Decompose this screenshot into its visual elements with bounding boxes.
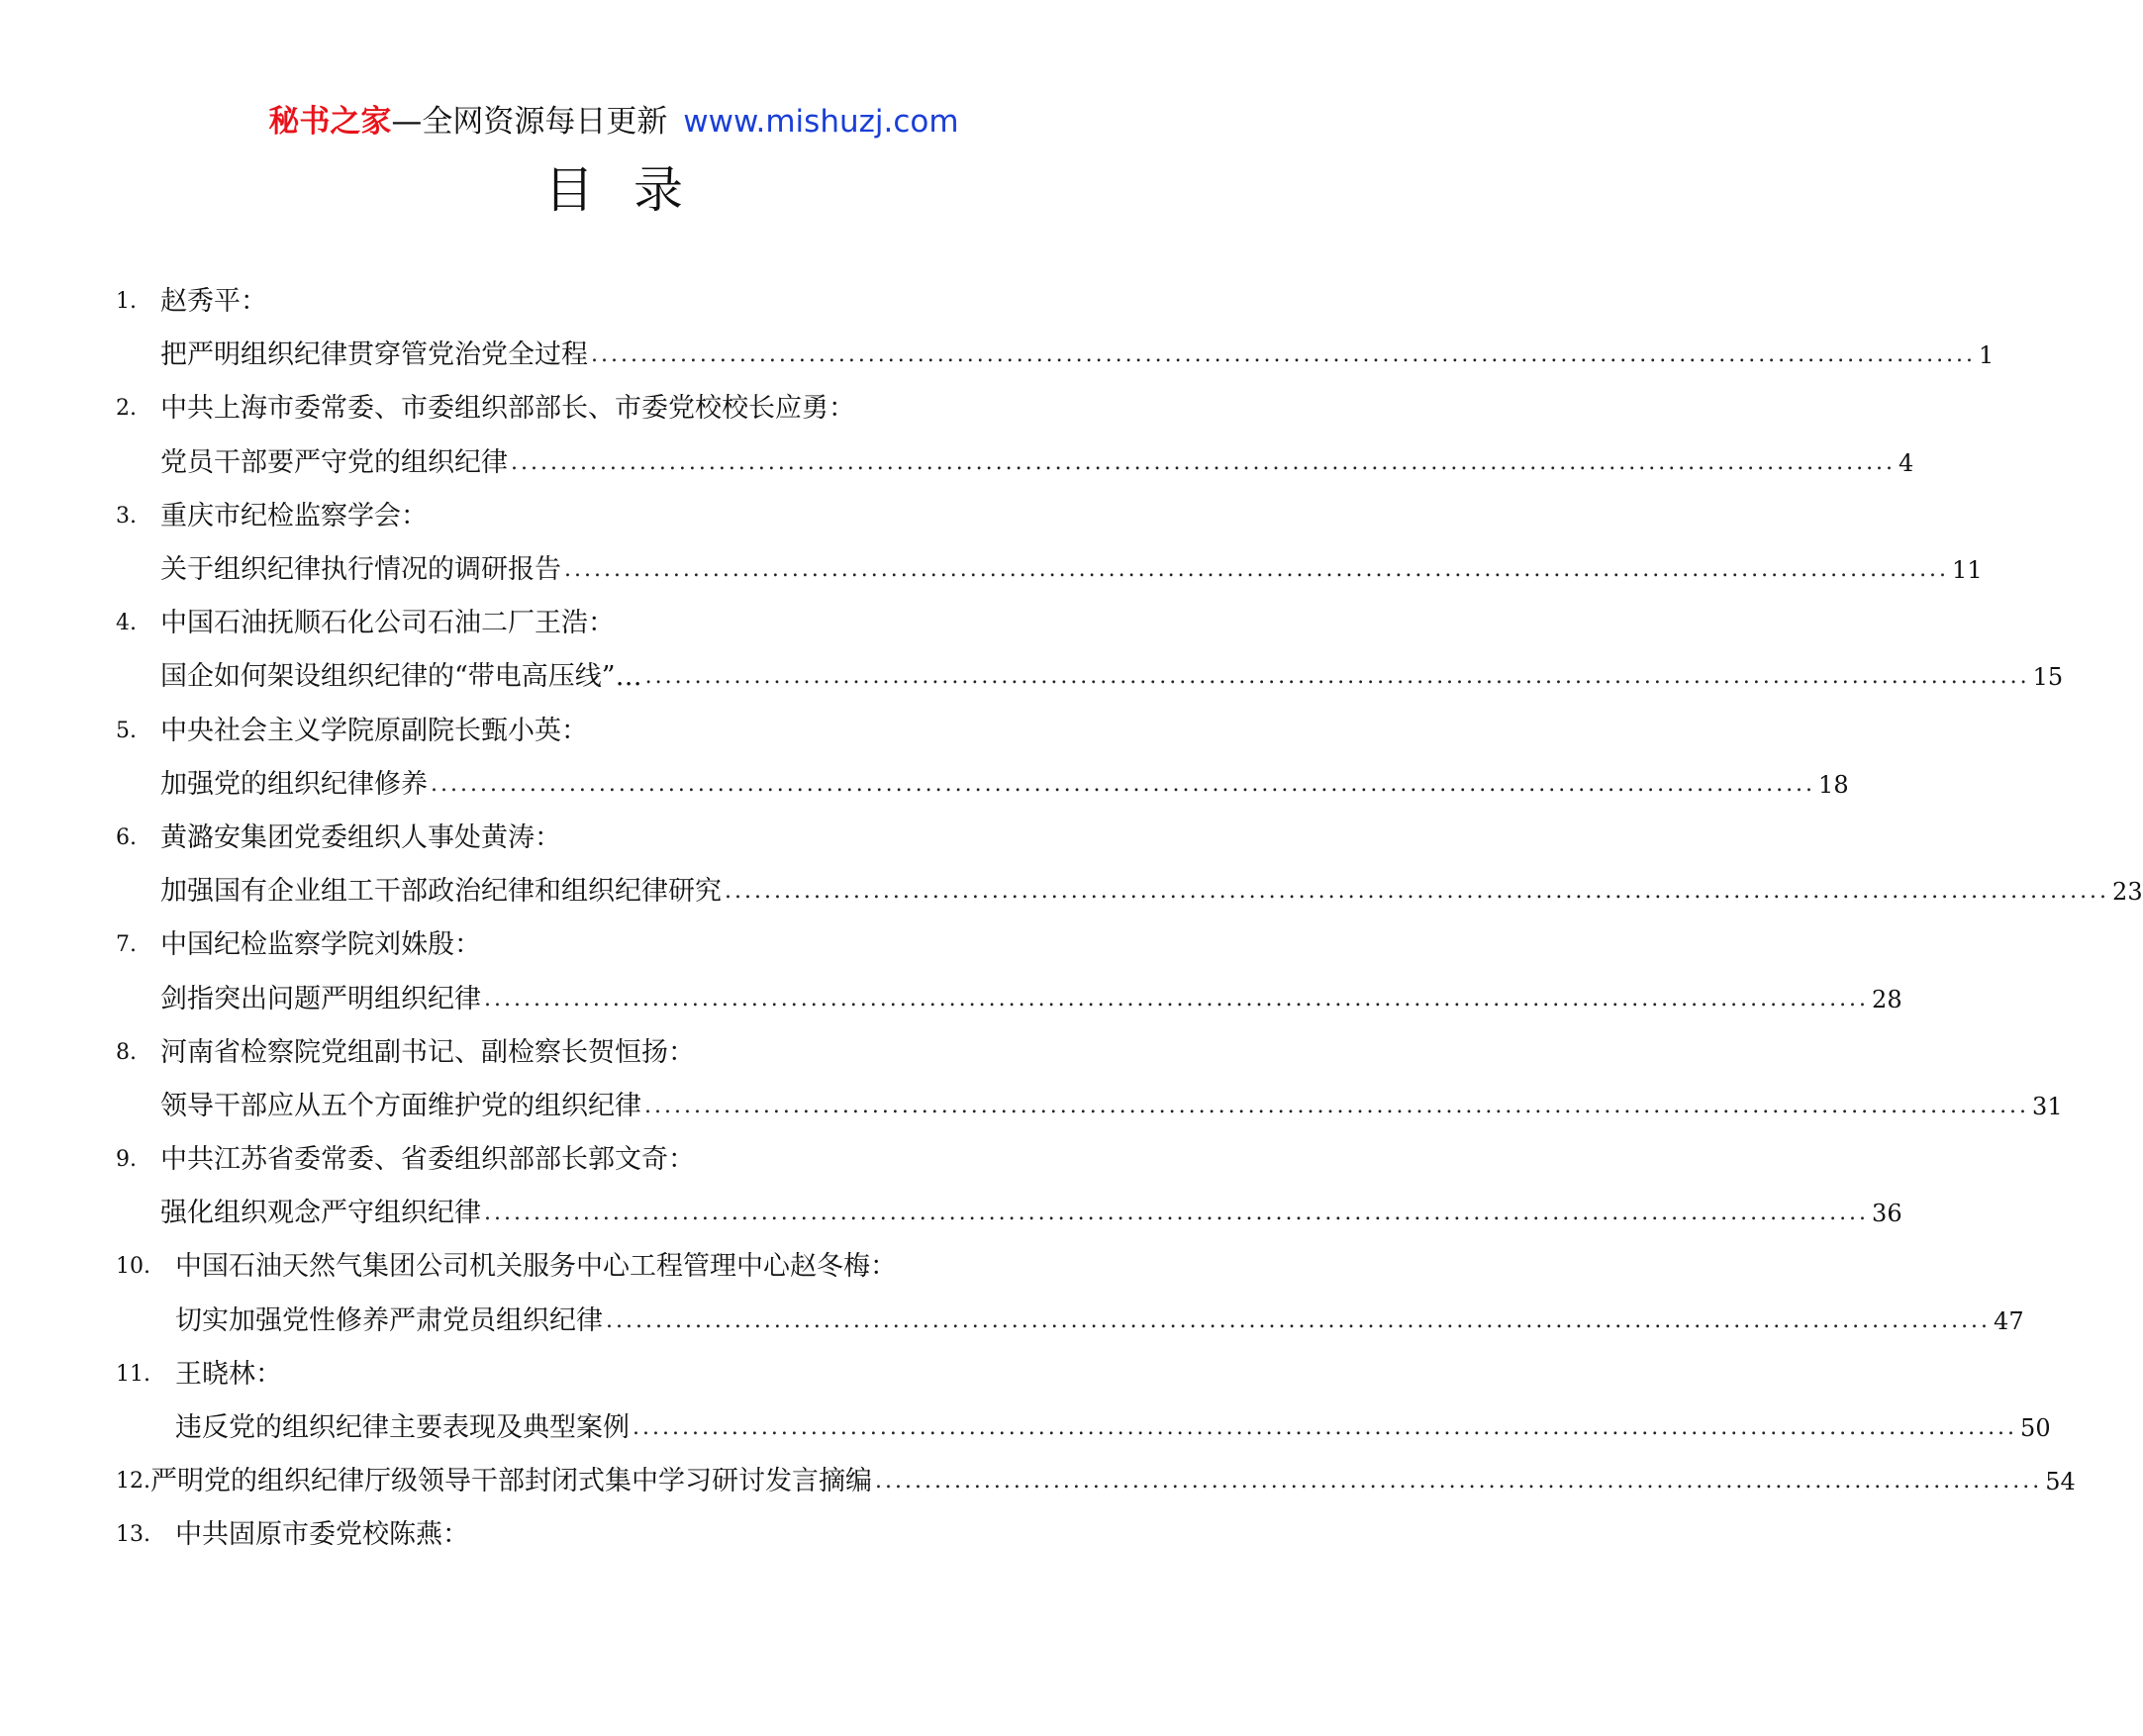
- toc-entry-author: 王晓林：: [175, 1358, 282, 1390]
- toc-entry-page: 18: [1818, 770, 1849, 799]
- dot-leader: ............................................................................................................................................: [591, 342, 1977, 368]
- toc-entry-page: 15: [2032, 663, 2064, 692]
- toc-entry-author-line[interactable]: [116, 1240, 1118, 1294]
- toc-entry-title: 领导干部应从五个方面维护党的组织纪律: [160, 1090, 641, 1121]
- toc-entry-title: 剑指突出问题严明组织纪律: [160, 983, 481, 1014]
- toc-entry-number: 10.: [116, 1254, 150, 1280]
- toc-entry-number: 3.: [116, 503, 137, 529]
- toc-entry-title-line[interactable]: [116, 865, 2143, 918]
- toc-entry-author: 中共上海市委常委、市委组织部部长、市委党校校长应勇：: [160, 393, 855, 425]
- toc-entry-title-line[interactable]: [116, 1401, 2051, 1455]
- toc-entry-title: 国企如何架设组织纪律的“带电高压线”…: [160, 661, 642, 693]
- brand-name: 秘书之家: [268, 104, 392, 140]
- toc-entry-12[interactable]: [116, 1455, 2076, 1508]
- toc-entry-title-line[interactable]: [116, 329, 1995, 382]
- toc-entry-13[interactable]: [116, 1508, 1118, 1562]
- toc-entry-author-line[interactable]: [116, 382, 1118, 435]
- toc-entry-author: 中国纪检监察学院刘姝殷：: [160, 929, 481, 961]
- dot-leader: ............................................................................................................................................: [633, 1415, 2018, 1441]
- toc-entry-number: 6.: [116, 824, 137, 850]
- toc-entry-author-line[interactable]: [116, 1026, 1118, 1080]
- toc-entry-page: 11: [1952, 556, 1983, 585]
- dot-leader: ............................................................................................................................................: [606, 1307, 1992, 1333]
- toc-entry-author: 黄潞安集团党委组织人事处黄涛：: [160, 821, 561, 853]
- toc-entry-number: 11.: [116, 1361, 150, 1387]
- toc-entry-author: 中国石油天然气集团公司机关服务中心工程管理中心赵冬梅：: [175, 1251, 897, 1283]
- toc-entry-number: 7.: [116, 932, 137, 958]
- toc-entry-page: 47: [1994, 1306, 2024, 1335]
- toc-entry-title: 把严明组织纪律贯穿管党治党全过程: [160, 339, 588, 371]
- toc-entry-author: 河南省检察院党组副书记、副检察长贺恒扬：: [160, 1036, 695, 1068]
- toc-entry-page: 28: [1872, 985, 1902, 1013]
- toc-entry-title: 加强国有企业组工干部政治纪律和组织纪律研究: [160, 876, 722, 908]
- toc-entry-author: 中共江苏省委常委、省委组织部部长郭文奇：: [160, 1144, 695, 1176]
- toc-entry-author-line[interactable]: [116, 597, 1118, 650]
- dot-leader: ............................................................................................................................................: [725, 879, 2110, 905]
- dot-leader: ............................................................................................................................................: [644, 1093, 2030, 1118]
- toc-entry-title: 严明党的组织纪律厅级领导干部封闭式集中学习研讨发言摘编: [150, 1466, 872, 1497]
- toc-entry-title-line[interactable]: [116, 1295, 2024, 1348]
- dot-leader: ............................................................................................................................................: [484, 1201, 1870, 1226]
- toc-entry-number: 9.: [116, 1147, 137, 1173]
- table-of-contents: [116, 275, 2143, 1563]
- dot-leader: ............................................................................................................................................: [484, 986, 1870, 1012]
- dot-leader: ............................................................................................................................................: [431, 771, 1816, 797]
- toc-entry-number: 2.: [116, 396, 137, 422]
- toc-entry-author-line[interactable]: [116, 275, 1118, 329]
- toc-entry-number: 1.: [116, 289, 137, 315]
- site-url-link[interactable]: www.mishuzj.com: [683, 104, 959, 140]
- toc-entry-title: 关于组织纪律执行情况的调研报告: [160, 554, 561, 586]
- toc-entry-author: 重庆市纪检监察学会：: [160, 500, 428, 531]
- dot-leader: ............................................................................................................................................: [511, 449, 1897, 475]
- toc-entry-author: 中央社会主义学院原副院长甄小英：: [160, 715, 588, 746]
- dot-leader: ............................................................................................................................................: [644, 664, 2030, 690]
- toc-entry-title-line[interactable]: [116, 650, 2064, 704]
- toc-entry-page: 1: [1979, 341, 1995, 370]
- slogan: —全网资源每日更新: [391, 104, 668, 140]
- toc-entry-title-line[interactable]: [116, 1080, 2063, 1133]
- toc-entry-author: 中共固原市委党校陈燕：: [175, 1519, 469, 1551]
- dot-leader: ......................................................................................................................: [875, 1469, 2043, 1495]
- toc-entry-title: 强化组织观念严守组织纪律: [160, 1198, 481, 1229]
- toc-entry-number: 13.: [116, 1522, 150, 1548]
- toc-entry-title: 加强党的组织纪律修养: [160, 768, 428, 800]
- toc-entry-author-line[interactable]: [116, 490, 1118, 543]
- toc-entry-title-line[interactable]: [116, 758, 1849, 812]
- toc-entry-author-line[interactable]: [116, 918, 1118, 972]
- toc-entry-number: 5.: [116, 718, 137, 743]
- toc-entry-page: 50: [2020, 1414, 2051, 1443]
- toc-entry-author: 赵秀平：: [160, 286, 267, 318]
- toc-entry-page: 54: [2045, 1468, 2076, 1496]
- dot-leader: ............................................................................................................................................: [564, 557, 1950, 583]
- toc-entry-page: 4: [1899, 448, 1914, 477]
- toc-entry-number: 4.: [116, 611, 137, 636]
- toc-entry-title-line[interactable]: [116, 436, 1914, 490]
- toc-entry-number: 8.: [116, 1039, 137, 1065]
- toc-title: 目录: [544, 161, 723, 219]
- toc-entry-author-line[interactable]: [116, 812, 1118, 865]
- toc-entry-title: 违反党的组织纪律主要表现及典型案例: [175, 1412, 630, 1444]
- toc-entry-page: 36: [1872, 1200, 1902, 1228]
- toc-entry-number: 12.: [116, 1469, 150, 1495]
- toc-entry-title-line[interactable]: [116, 1187, 1902, 1240]
- toc-entry-author: 中国石油抚顺石化公司石油二厂王浩：: [160, 608, 615, 639]
- toc-entry-author-line[interactable]: [116, 705, 1118, 758]
- toc-entry-page: 31: [2032, 1092, 2063, 1120]
- toc-entry-author-line[interactable]: [116, 1348, 1118, 1401]
- toc-entry-title: 切实加强党性修养严肃党员组织纪律: [175, 1304, 603, 1336]
- toc-entry-author-line[interactable]: [116, 1133, 1118, 1187]
- header-banner: [0, 102, 1227, 142]
- toc-entry-title-line[interactable]: [116, 543, 1983, 597]
- toc-entry-page: 23: [2112, 878, 2143, 907]
- toc-entry-title: 党员干部要严守党的组织纪律: [160, 446, 508, 478]
- toc-entry-title-line[interactable]: [116, 972, 1902, 1025]
